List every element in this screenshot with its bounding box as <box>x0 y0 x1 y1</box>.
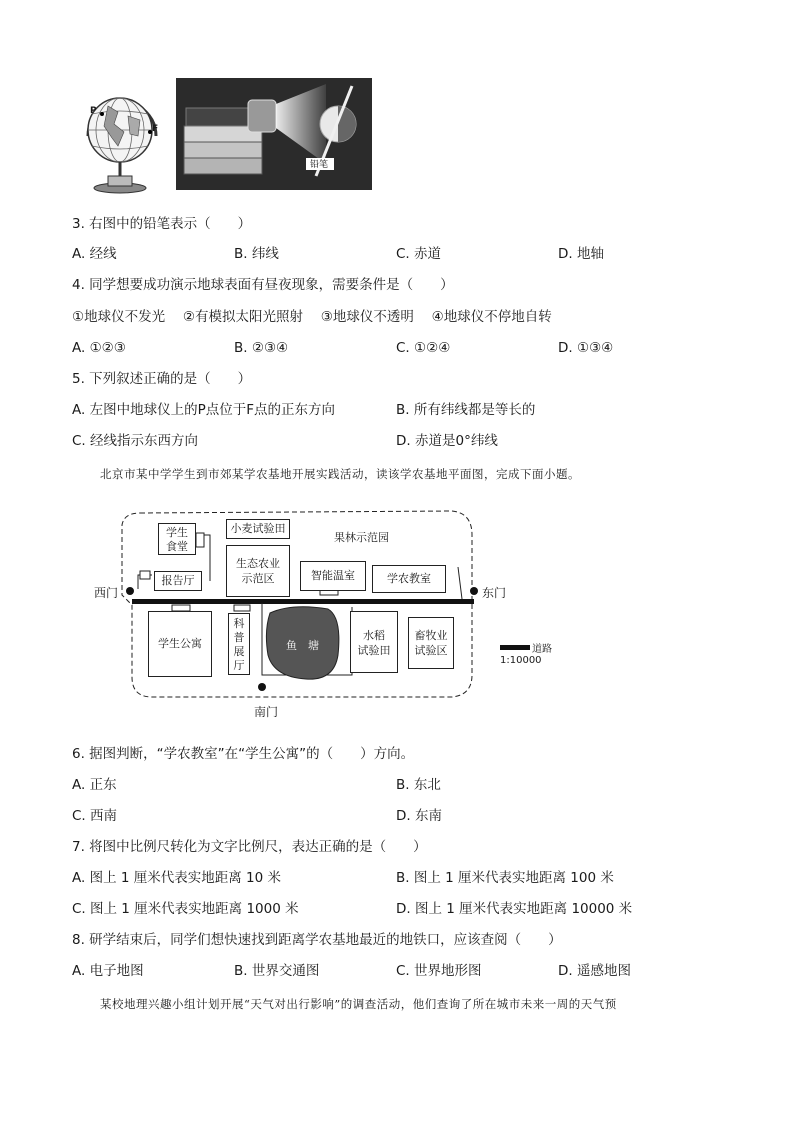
q7-option-b: B. 图上 1 厘米代表实地距离 100 米 <box>396 870 614 886</box>
q3-stem: 3. 右图中的铅笔表示（ ） <box>72 216 252 232</box>
q6-option-d: D. 东南 <box>396 808 442 824</box>
report-hall: 报告厅 <box>154 571 202 591</box>
q3-option-a: A. 经线 <box>72 246 117 262</box>
q8-stem: 8. 研学结束后，同学们想快速找到距离学农基地最近的地铁口，应该查阅（ ） <box>72 932 562 948</box>
q4-option-b: B. ②③④ <box>234 340 289 356</box>
q8-option-d: D. 遥感地图 <box>558 963 631 979</box>
legend-road-label: 道路 <box>532 644 552 655</box>
pencil-label: 铅笔 <box>310 160 329 170</box>
q5-option-b: B. 所有纬线都是等长的 <box>396 402 536 418</box>
q4-option-c: C. ①②④ <box>396 340 451 356</box>
globe-figure <box>68 76 168 196</box>
q3-option-b: B. 纬线 <box>234 246 279 262</box>
q4-option-d: D. ①③④ <box>558 340 614 356</box>
farm-classroom: 学农教室 <box>372 565 446 593</box>
rice-field: 水稻 试验田 <box>350 611 398 673</box>
globe-label-p: P <box>90 106 97 116</box>
section-intro-farm: 北京市某中学学生到市郊某学农基地开展实践活动，读该学农基地平面图，完成下面小题。 <box>100 467 580 481</box>
q6-option-a: A. 正东 <box>72 777 117 793</box>
west-gate-label: 西门 <box>94 586 119 600</box>
q7-option-a: A. 图上 1 厘米代表实地距离 10 米 <box>72 870 282 886</box>
main-road <box>132 599 474 604</box>
q5-option-a: A. 左图中地球仪上的P点位于F点的正东方向 <box>72 402 335 418</box>
q5-option-d: D. 赤道是0°纬线 <box>396 433 498 449</box>
q3-option-c: C. 赤道 <box>396 246 442 262</box>
q7-option-c: C. 图上 1 厘米代表实地距离 1000 米 <box>72 901 299 917</box>
legend-road-swatch <box>500 645 530 650</box>
smart-greenhouse: 智能温室 <box>300 561 366 591</box>
south-gate-marker <box>258 683 266 691</box>
q8-option-b: B. 世界交通图 <box>234 963 320 979</box>
q6-stem: 6. 据图判断，“学农教室”在“学生公寓”的（ ）方向。 <box>72 746 415 762</box>
fish-pond-label: 鱼 塘 <box>286 639 319 652</box>
q5-option-c: C. 经线指示东西方向 <box>72 433 199 449</box>
livestock-zone: 畜牧业 试验区 <box>408 617 454 669</box>
q6-option-b: B. 东北 <box>396 777 441 793</box>
q4-conditions: ①地球仪不发光 ②有模拟太阳光照射 ③地球仪不透明 ④地球仪不停地自转 <box>72 309 552 325</box>
eco-agri-zone: 生态农业 示范区 <box>226 545 290 597</box>
wheat-field: 小麦试验田 <box>226 519 290 539</box>
student-canteen: 学生 食堂 <box>158 523 196 555</box>
east-gate-label: 东门 <box>482 586 507 600</box>
q7-option-d: D. 图上 1 厘米代表实地距离 10000 米 <box>396 901 633 917</box>
science-hall: 科 普 展 厅 <box>228 613 250 675</box>
q3-option-d: D. 地轴 <box>558 246 604 262</box>
farm-map <box>92 505 552 725</box>
q4-option-a: A. ①②③ <box>72 340 126 356</box>
orchard-label: 果林示范园 <box>334 531 389 544</box>
q7-stem: 7. 将图中比例尺转化为文字比例尺，表达正确的是（ ） <box>72 839 427 855</box>
lamp-photo <box>176 78 372 190</box>
q8-option-c: C. 世界地形图 <box>396 963 482 979</box>
q6-option-c: C. 西南 <box>72 808 118 824</box>
q8-option-a: A. 电子地图 <box>72 963 144 979</box>
map-scale: 1:10000 <box>500 655 542 666</box>
west-gate-marker <box>126 587 134 595</box>
section-intro-weather: 某校地理兴趣小组计划开展“天气对出行影响”的调查活动，他们查询了所在城市未来一周的天气预 <box>100 997 617 1011</box>
east-gate-marker <box>470 587 478 595</box>
q5-stem: 5. 下列叙述正确的是（ ） <box>72 371 252 387</box>
globe-label-f: F <box>152 124 159 134</box>
q4-stem: 4. 同学想要成功演示地球表面有昼夜现象，需要条件是（ ） <box>72 277 454 293</box>
student-dormitory: 学生公寓 <box>148 611 212 677</box>
south-gate-label: 南门 <box>254 705 279 719</box>
